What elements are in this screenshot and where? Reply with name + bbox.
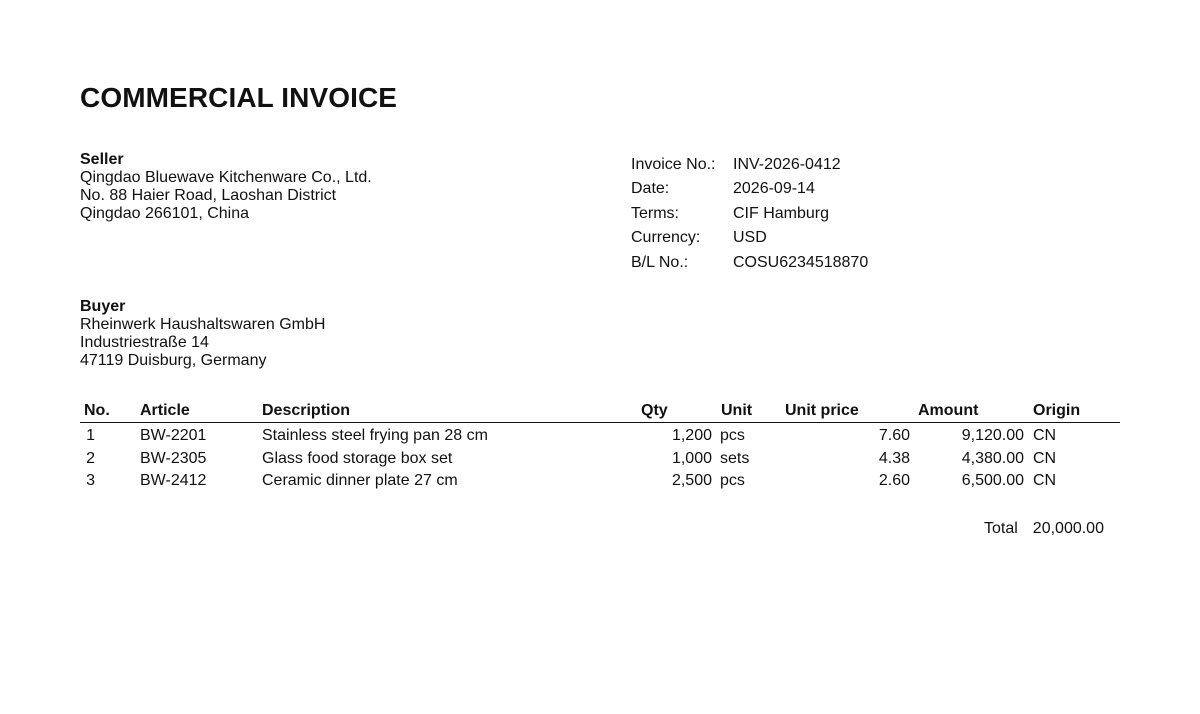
- cell-origin: CN: [1033, 472, 1057, 489]
- cell-article: BW-2305: [140, 449, 207, 467]
- cell-unit-price: 7.60: [878, 427, 910, 444]
- buyer-heading: Buyer: [80, 298, 126, 315]
- meta-label: Currency:: [631, 229, 701, 247]
- meta-value: COSU6234518870: [733, 253, 869, 271]
- table-row: [80, 448, 1120, 471]
- meta-label: Date:: [631, 180, 670, 198]
- meta-value: INV-2026-0412: [733, 156, 841, 173]
- cell-qty: 1,200: [671, 427, 712, 444]
- cell-no: 1: [86, 427, 95, 444]
- meta-row-date: [631, 179, 868, 203]
- total-line: [984, 520, 1104, 538]
- cell-origin: CN: [1033, 427, 1057, 444]
- cell-article: BW-2201: [140, 427, 207, 444]
- meta-label: Terms:: [631, 204, 679, 222]
- header-unit: Unit: [721, 402, 753, 419]
- buyer-city-line: 47119 Duisburg, Germany: [80, 352, 267, 369]
- meta-row-currency: [631, 228, 868, 252]
- header-description: Description: [262, 402, 351, 419]
- buyer-address-line: Industriestraße 14: [80, 334, 209, 351]
- header-amount: Amount: [918, 402, 979, 419]
- cell-description: Glass food storage box set: [262, 449, 453, 467]
- cell-amount: 4,380.00: [961, 449, 1024, 467]
- meta-row-invoice-no: [631, 155, 868, 179]
- cell-amount: 6,500.00: [961, 472, 1024, 489]
- cell-no: 2: [86, 449, 95, 467]
- buyer-name: Rheinwerk Haushaltswaren GmbH: [80, 316, 326, 333]
- cell-origin: CN: [1033, 449, 1057, 467]
- cell-qty: 2,500: [671, 472, 712, 489]
- cell-description: Stainless steel frying pan 28 cm: [262, 427, 488, 444]
- cell-unit-price: 4.38: [878, 449, 910, 467]
- table-row: [80, 470, 1120, 493]
- meta-value: 2026-09-14: [733, 180, 815, 198]
- seller-city-line: Qingdao 266101, China: [80, 205, 250, 222]
- cell-description: Ceramic dinner plate 27 cm: [262, 472, 458, 489]
- total-value: 20,000.00: [1032, 520, 1104, 537]
- header-qty: Qty: [641, 402, 668, 419]
- header-unit-price: Unit price: [785, 402, 859, 419]
- seller-block: [80, 151, 372, 223]
- header-origin: Origin: [1033, 402, 1081, 419]
- cell-no: 3: [86, 472, 95, 489]
- table-row: [80, 425, 1120, 448]
- buyer-block: [80, 298, 325, 370]
- cell-unit: pcs: [720, 472, 745, 489]
- cell-qty: 1,000: [671, 449, 712, 467]
- page-title: COMMERCIAL INVOICE: [80, 82, 398, 113]
- meta-value: CIF Hamburg: [733, 204, 830, 222]
- cell-amount: 9,120.00: [961, 427, 1024, 444]
- seller-heading: Seller: [80, 151, 124, 168]
- cell-unit-price: 2.60: [878, 472, 910, 489]
- meta-value: USD: [733, 229, 767, 247]
- meta-label: Invoice No.:: [631, 156, 716, 173]
- seller-address-line: No. 88 Haier Road, Laoshan District: [80, 187, 337, 204]
- meta-row-bl-no: [631, 253, 868, 277]
- total-label: Total: [984, 520, 1018, 537]
- line-items-table: [80, 400, 1120, 493]
- seller-name: Qingdao Bluewave Kitchenware Co., Ltd.: [80, 169, 372, 186]
- cell-article: BW-2412: [140, 472, 207, 489]
- meta-label: B/L No.:: [631, 253, 689, 271]
- cell-unit: sets: [720, 449, 750, 467]
- header-article: Article: [140, 402, 190, 419]
- invoice-meta: [631, 155, 868, 277]
- table-header-row: [80, 400, 1120, 423]
- header-no: No.: [84, 402, 110, 419]
- meta-row-terms: [631, 204, 868, 228]
- cell-unit: pcs: [720, 427, 745, 444]
